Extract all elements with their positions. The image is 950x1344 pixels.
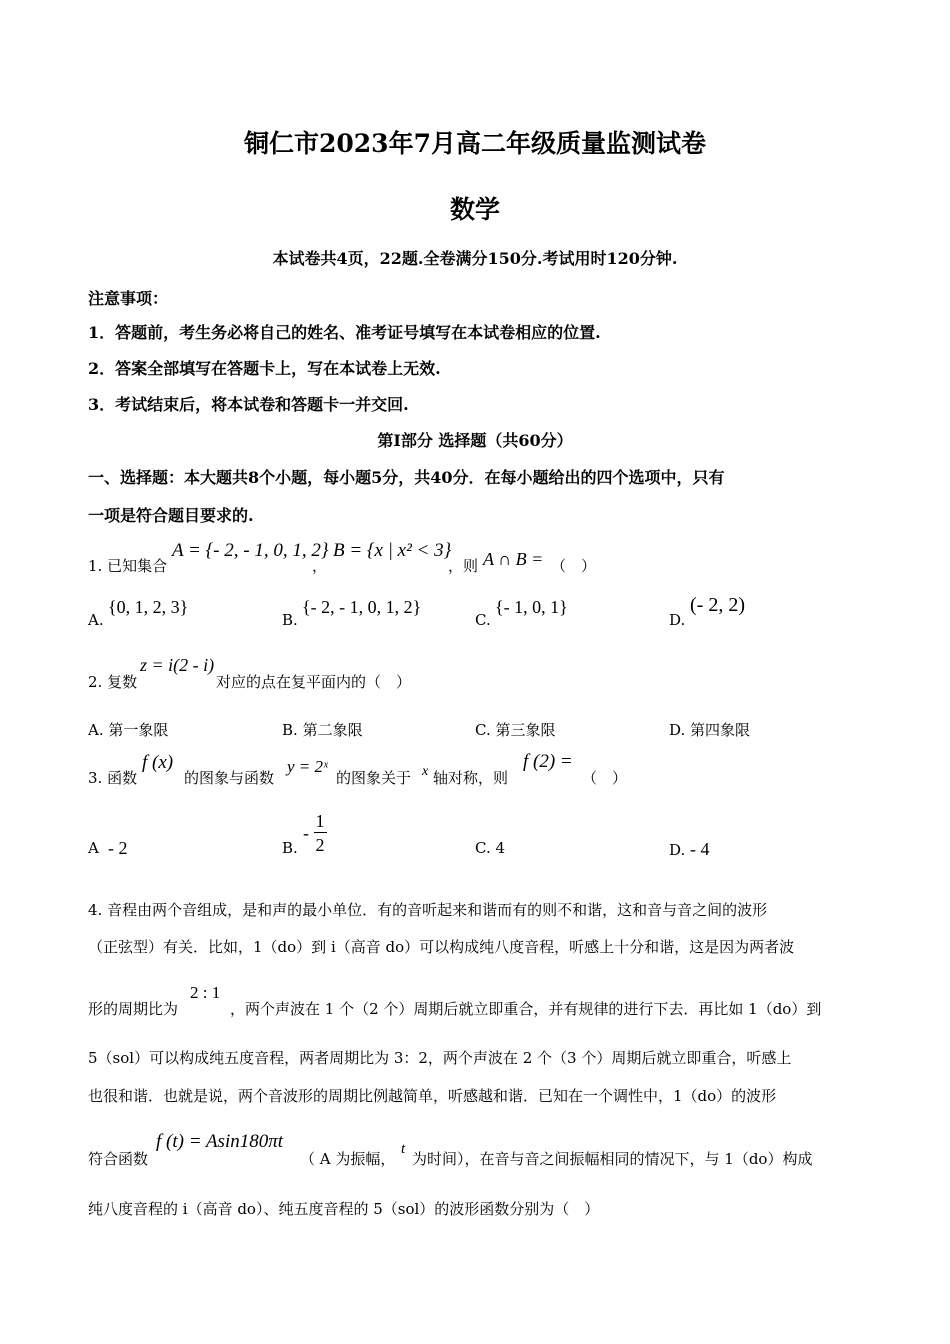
q1-option-d-label: D. <box>669 611 686 629</box>
q4-line6a: 符合函数 <box>88 1150 149 1168</box>
q1-then: ，则 <box>448 557 479 575</box>
q1-sep: ， <box>312 557 328 575</box>
q3-option-b-label: B. <box>282 839 298 857</box>
q4-line7: 纯八度音程的 i（高音 do）、纯五度音程的 5（sol）的波形函数分别为（ ） <box>88 1200 600 1218</box>
q3-fx: f (x) <box>142 752 174 773</box>
q3-option-a-label: A <box>88 839 99 857</box>
q3-option-a-value: - 2 <box>108 838 128 858</box>
part1-title: 第I部分 选择题（共60分） <box>377 431 573 450</box>
q1-expression: A ∩ B = <box>483 549 544 569</box>
q3-y: y = 2ˣ <box>287 757 328 776</box>
subject-title: 数学 <box>449 195 500 224</box>
notes-heading: 注意事项： <box>88 289 169 308</box>
q2-option-d: D. 第四象限 <box>669 721 751 739</box>
q3-option-d: D. - 4 <box>669 839 710 859</box>
q3-mid3: 轴对称，则 <box>433 769 509 787</box>
q1-option-c-label: C. <box>475 611 491 629</box>
q1-set-a: A = {- 2, - 1, 0, 1, 2} <box>172 540 329 561</box>
q4-line6c: 为时间），在音与音之间振幅相同的情况下，与 1（do）构成 <box>412 1150 813 1168</box>
section-instructions-line2: 一项是符合题目要求的. <box>88 506 254 525</box>
note-item-2: 2．答案全部填写在答题卡上，写在本试卷上无效. <box>88 359 441 378</box>
q3-option-b-value: - $\frac{1}{2}$ <box>303 811 325 855</box>
q4-t-var: t <box>401 1141 406 1157</box>
q2-option-b: B. 第二象限 <box>282 721 363 739</box>
q2-option-a: A. 第一象限 <box>88 721 169 739</box>
q1-option-c-value: {- 1, 0, 1} <box>495 597 568 617</box>
q4-line3a: 形的周期比为 <box>88 1000 179 1018</box>
q4-line4: 5（sol）可以构成纯五度音程，两者周期比为 3：2，两个声波在 2 个（3 个）周期后就立即重合，听感上 <box>88 1049 792 1067</box>
q1-option-d-value: (- 2, 2) <box>690 594 745 616</box>
q3-b-numerator: 1 <box>315 811 325 831</box>
q3-prefix: 3. 函数 <box>88 769 138 787</box>
q4-function: f (t) = Asin180πt <box>156 1131 284 1152</box>
q3-f2: f (2) = <box>523 751 573 772</box>
q1-option-a-value: {0, 1, 2, 3} <box>108 597 189 617</box>
q2-prefix: 2. 复数 <box>88 673 138 691</box>
q4-line2: （正弦型）有关．比如，1（do）到 i（高音 do）可以构成纯八度音程，听感上十分和谐，这是因为两者波 <box>88 938 795 956</box>
q2-expression: z = i(2 - i) <box>140 655 215 675</box>
q1-paren: （ ） <box>551 557 597 575</box>
q4-ratio: 2 : 1 <box>190 983 221 1002</box>
note-item-1: 1．答题前，考生务必将自己的姓名、准考证号填写在本试卷相应的位置. <box>88 323 601 342</box>
exam-title: 铜仁市2023年7月高二年级质量监测试卷 <box>244 129 706 158</box>
q1-option-b-value: {- 2, - 1, 0, 1, 2} <box>302 597 422 617</box>
q2-suffix: 对应的点在复平面内的（ ） <box>216 673 412 691</box>
q4-line5: 也很和谐．也就是说，两个音波形的周期比例越简单，听感越和谐．已知在一个调性中，1（do）的波形 <box>88 1087 777 1105</box>
q1-prefix: 1. 已知集合 <box>88 557 168 575</box>
q3-option-c: C. 4 <box>475 839 506 857</box>
exam-info: 本试卷共4页，22题.全卷满分150分.考试用时120分钟. <box>272 249 678 268</box>
q3-paren: （ ） <box>582 769 628 787</box>
q1-option-b-label: B. <box>282 611 298 629</box>
section-instructions-line1: 一、选择题：本大题共8个小题，每小题5分，共40分．在每小题给出的四个选项中，只有 <box>88 468 725 487</box>
q3-mid1: 的图象与函数 <box>184 769 275 787</box>
q1-set-b: B = {x | x² < 3} <box>333 540 452 561</box>
q3-x-var: x <box>422 764 429 779</box>
q3-b-denominator: 2 <box>315 835 325 855</box>
q4-line3b: ，两个声波在 1 个（2 个）周期后就立即重合，并有规律的进行下去．再比如 1（do）到 <box>230 1000 822 1018</box>
q4-line6b: （ A 为振幅， <box>300 1150 396 1168</box>
q1-option-a-label: A. <box>88 611 104 629</box>
q3-mid2: 的图象关于 <box>336 769 412 787</box>
note-item-3: 3．考试结束后，将本试卷和答题卡一并交回. <box>88 395 409 414</box>
q4-line1: 4. 音程由两个音组成，是和声的最小单位．有的音听起来和谐而有的则不和谐，这和音与音之间的波形 <box>88 901 768 919</box>
q2-option-c: C. 第三象限 <box>475 721 556 739</box>
